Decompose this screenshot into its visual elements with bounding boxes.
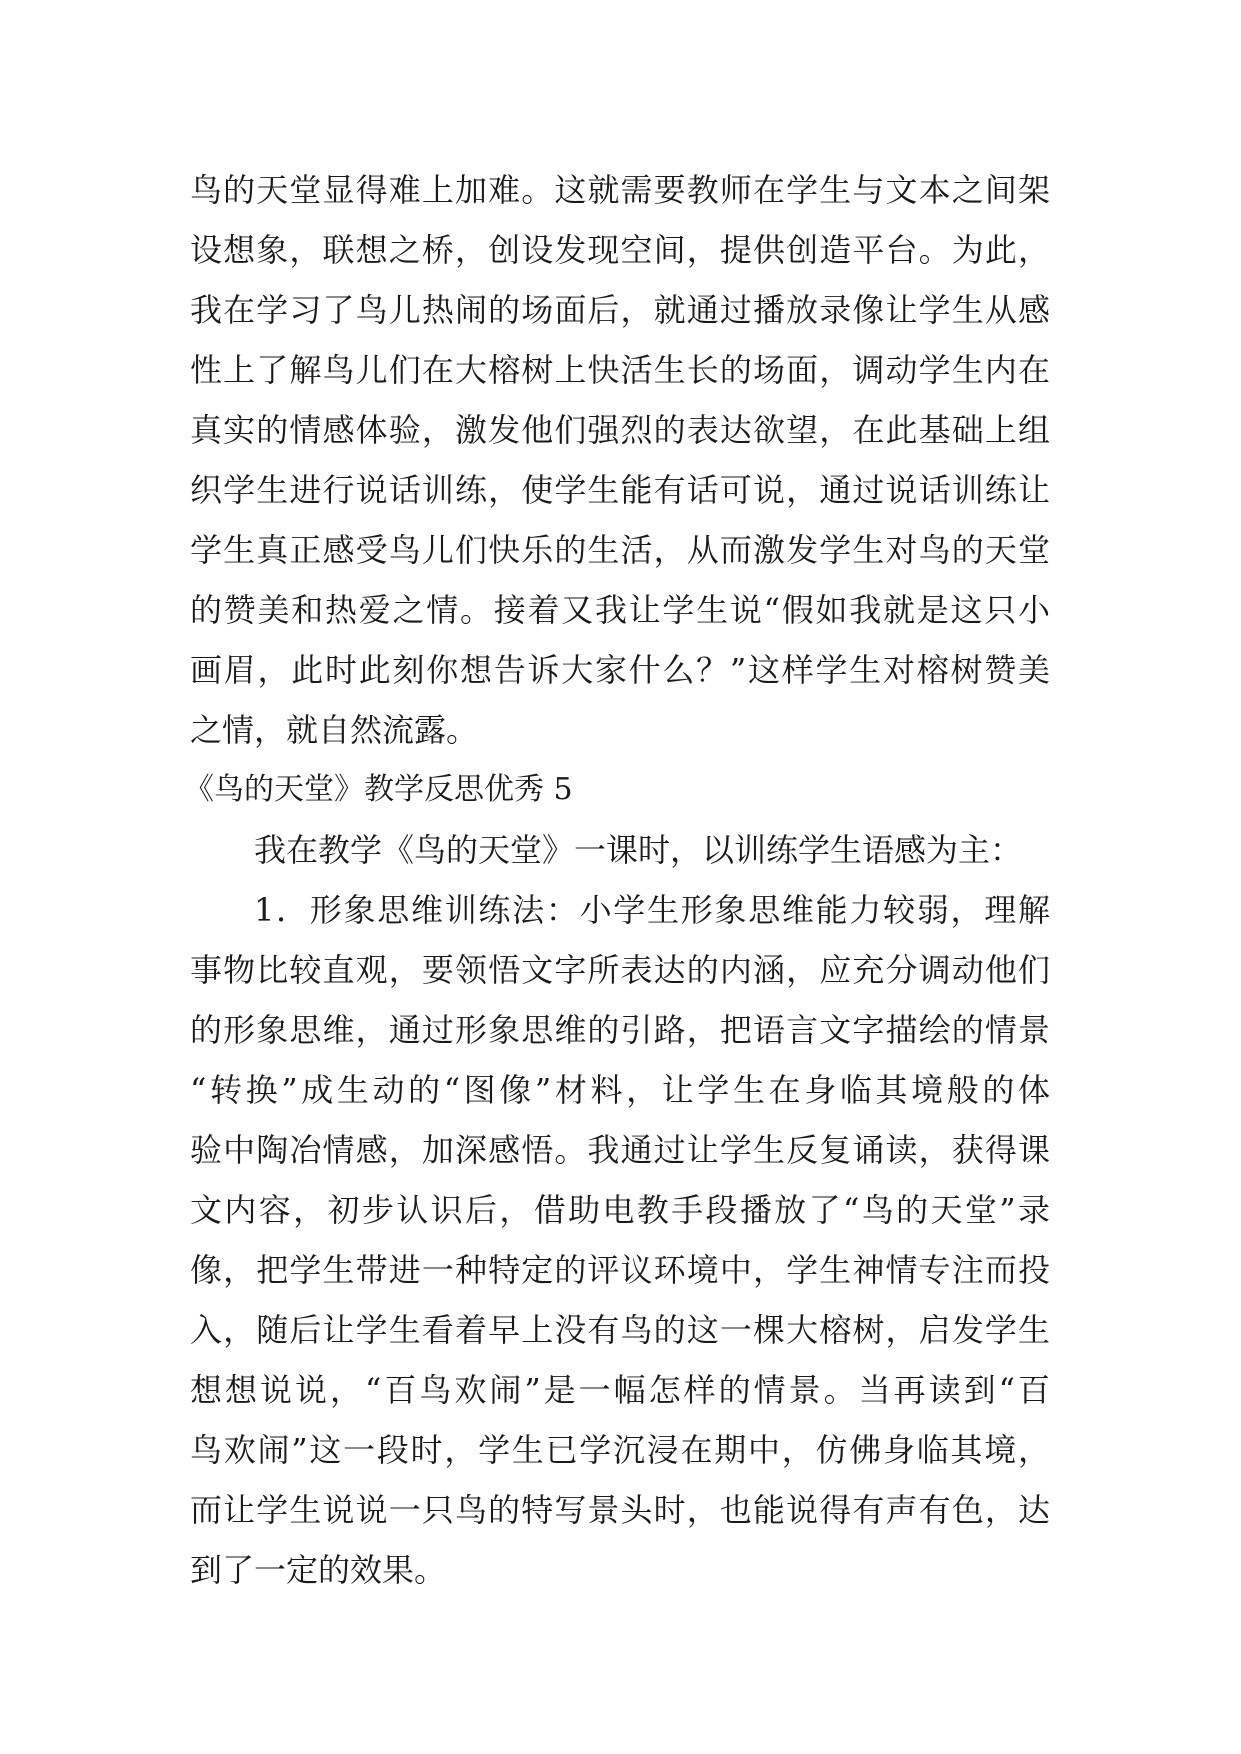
text-line: 1．形象思维训练法：小学生形象思维能力较弱，理解 bbox=[254, 891, 1050, 929]
text-line: 之情，就自然流露。 bbox=[190, 711, 479, 749]
text-line: 鸟欢闹”这一段时，学生已学沉浸在期中，仿佛身临其境， bbox=[190, 1431, 1050, 1469]
text-line: 的形象思维，通过形象思维的引路，把语言文字描绘的情景 bbox=[190, 1011, 1050, 1049]
text-line: 验中陶冶情感，加深感悟。我通过让学生反复诵读，获得课 bbox=[190, 1131, 1050, 1169]
text-line: 文内容，初步认识后，借助电教手段播放了“鸟的天堂”录 bbox=[190, 1191, 1050, 1229]
text-line: 我在学习了鸟儿热闹的场面后，就通过播放录像让学生从感 bbox=[190, 291, 1050, 329]
text-line: 鸟的天堂显得难上加难。这就需要教师在学生与文本之间架 bbox=[190, 171, 1050, 209]
text-line: 性上了解鸟儿们在大榕树上快活生长的场面，调动学生内在 bbox=[190, 351, 1050, 389]
text-line: 而让学生说说一只鸟的特写景头时，也能说得有声有色，达 bbox=[190, 1491, 1050, 1529]
section-heading: 《鸟的天堂》教学反思优秀 5 bbox=[184, 772, 573, 807]
text-line: 入，随后让学生看着早上没有鸟的这一棵大榕树，启发学生 bbox=[190, 1311, 1050, 1349]
text-line: 设想象，联想之桥，创设发现空间，提供创造平台。为此， bbox=[190, 231, 1050, 269]
intro-line: 我在教学《鸟的天堂》一课时，以训练学生语感为主： bbox=[254, 831, 1023, 869]
text-line: 画眉，此时此刻你想告诉大家什么？”这样学生对榕树赞美 bbox=[190, 651, 1050, 689]
text-line: 想想说说，“百鸟欢闹”是一幅怎样的情景。当再读到“百 bbox=[190, 1371, 1050, 1409]
text-line: 真实的情感体验，激发他们强烈的表达欲望，在此基础上组 bbox=[190, 411, 1050, 449]
text-line: 的赞美和热爱之情。接着又我让学生说“假如我就是这只小 bbox=[190, 591, 1050, 629]
text-line: 到了一定的效果。 bbox=[190, 1551, 447, 1589]
text-line: 事物比较直观，要领悟文字所表达的内涵，应充分调动他们 bbox=[190, 951, 1050, 989]
document-body bbox=[184, 160, 1050, 1600]
text-line: “转换”成生动的“图像”材料，让学生在身临其境般的体 bbox=[190, 1071, 1050, 1109]
text-line: 织学生进行说话训练，使学生能有话可说，通过说话训练让 bbox=[190, 471, 1050, 509]
text-line: 学生真正感受鸟儿们快乐的生活，从而激发学生对鸟的天堂 bbox=[190, 531, 1050, 569]
text-line: 像，把学生带进一种特定的评议环境中，学生神情专注而投 bbox=[190, 1251, 1050, 1289]
